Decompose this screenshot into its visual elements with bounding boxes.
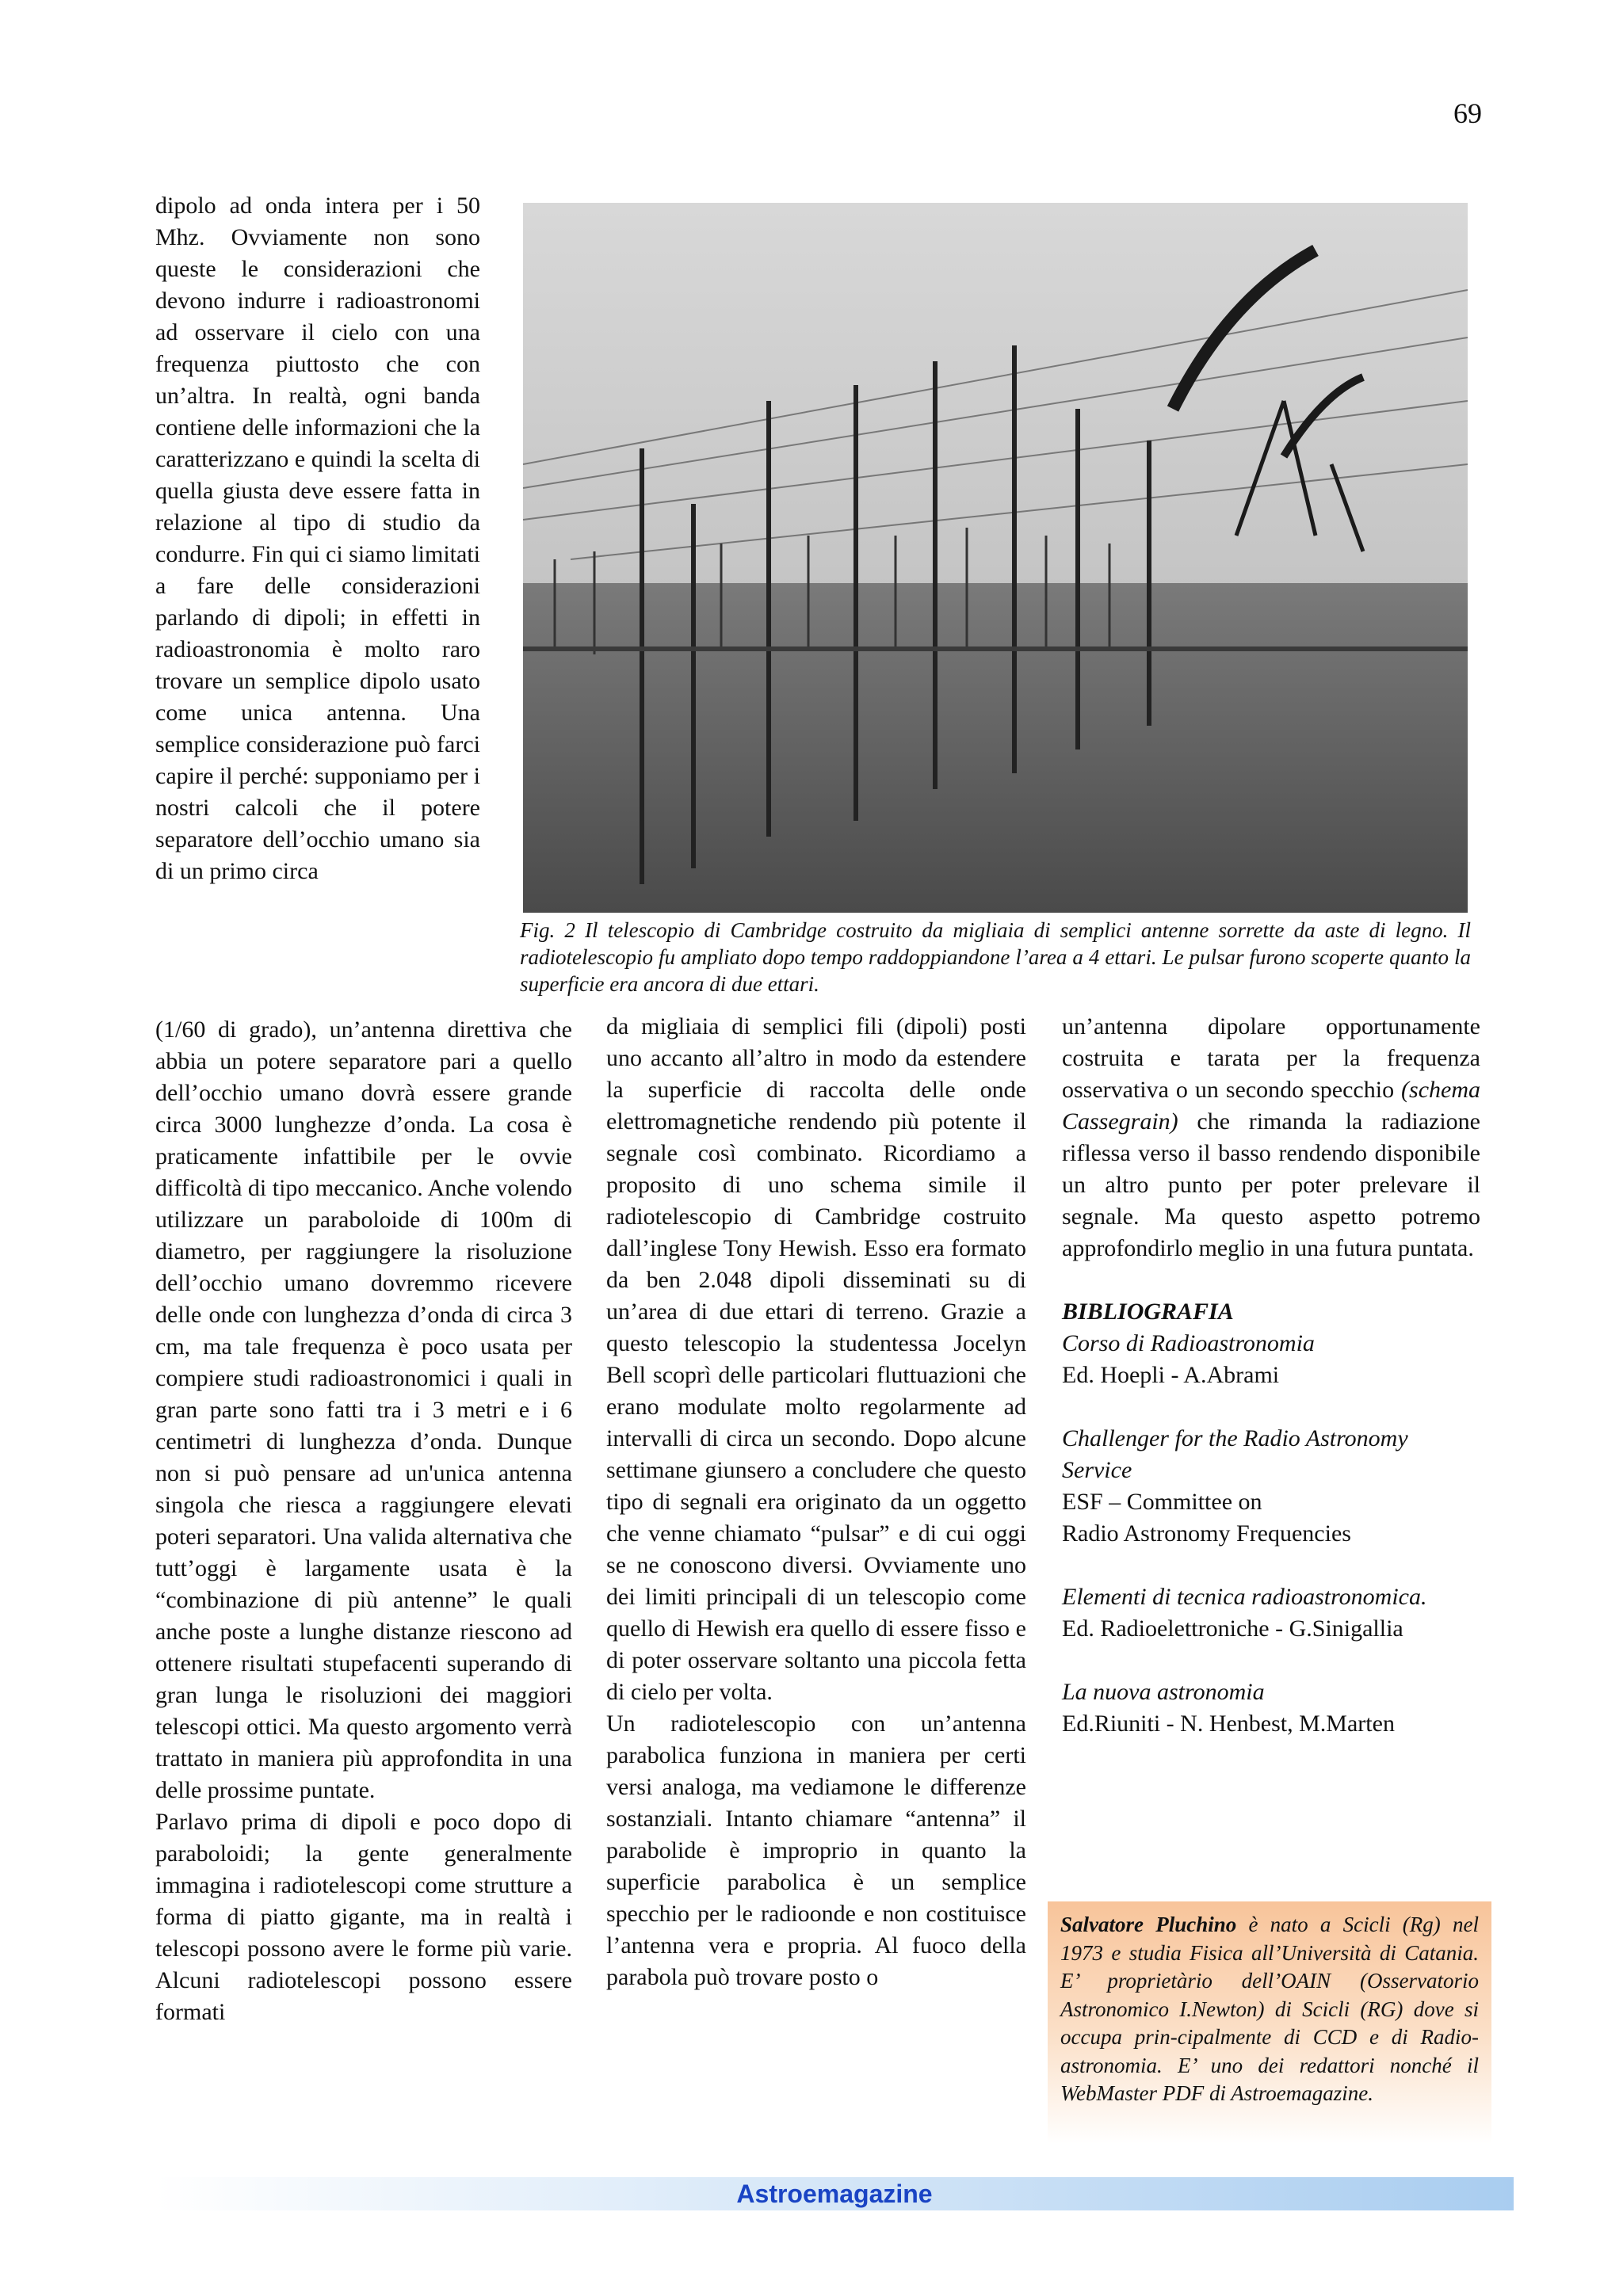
figure-photo-cambridge-radiotelescope [523, 203, 1468, 913]
bibliography-detail: Radio Astronomy Frequencies [1062, 1520, 1351, 1547]
author-bio [1060, 1911, 1479, 2108]
page-number: 69 [1453, 97, 1482, 129]
bibliography-entry [1062, 1328, 1480, 1391]
text-column-right [1062, 1011, 1480, 1772]
bibliography-title: Elementi di tecnica radioastronomica. [1062, 1584, 1427, 1610]
bibliography-entry [1062, 1676, 1480, 1740]
text-column-left-top [155, 190, 480, 887]
bibliography-title: Corso di Radioastronomia [1062, 1330, 1315, 1356]
author-bio-text: è nato a Scicli (Rg) nel 1973 e studia Fisica all’Università di Catania. E’ proprietàrio dell’OAIN (Osservatorio Astronomico I.Newton) di Scicli (RG) dove si occupa prin-cipalmente di CCD e di Radio-astronomia. E’ uno dei redattori nonché il WebMaster PDF di Astroemagazine. [1060, 1913, 1479, 2105]
footer-bar [155, 2177, 1514, 2210]
bibliography-detail: ESF – Committee on [1062, 1489, 1262, 1515]
footer-magazine-title: Astroemagazine [736, 2180, 933, 2208]
figure-caption: Fig. 2 Il telescopio di Cambridge costruito da migliaia di semplici antenne sorrette da aste di legno. Il radiotelescopio fu ampliato dopo tempo raddoppiandone l’area a 4 ettari. Le pulsar furono scoperte quanto la superficie era ancora di due ettari. [520, 918, 1471, 996]
paragraph: Un radiotelescopio con un’antenna parabolica funziona in maniera per certi versi analoga, ma vediamone le differenze sostanziali. Intanto chiamare “antenna” il parabolide è improprio in quanto la superficie parabolica è un semplice specchio per le radioonde e non costituisce l’antenna vera e propria. Al fuoco della parabola può trovare posto o [606, 1711, 1026, 1990]
bibliography-entry [1062, 1581, 1480, 1645]
bibliography-title: La nuova astronomia [1062, 1679, 1265, 1705]
text-run: un’antenna dipolare opportunamente costruita e tarata per la frequenza osservativa o un secondo specchio [1062, 1013, 1480, 1103]
bibliography [1062, 1296, 1480, 1740]
paragraph [1062, 1011, 1480, 1264]
text-column-left-bottom [155, 1014, 572, 2028]
bibliography-detail: Ed. Radioelettroniche - G.Sinigallia [1062, 1615, 1403, 1642]
paragraph: Parlavo prima di dipoli e poco dopo di paraboloidi; la gente generalmente immagina i radiotelescopi come strutture a forma di piatto gigante, ma in realtà i telescopi possono avere le forme più varie. Alcuni radiotelescopi possono essere formati [155, 1809, 572, 2025]
paragraph: da migliaia di semplici fili (dipoli) posti uno accanto all’altro in modo da estendere la superficie di raccolta delle onde elettromagnetiche rendendo più potente il segnale così combinato. Ricordiamo a proposito di uno schema simile il radiotelescopio di Cambridge costruito dall’inglese Tony Hewish. Esso era formato da ben 2.048 dipoli disseminati su di un’area di due ettari di terreno. Grazie a questo telescopio la studentessa Jocelyn Bell scoprì delle particolari fluttuazioni che erano modulate molto regolarmente ad intervalli di circa un secondo. Dopo alcune settimane giunsero a concludere che questo tipo di segnali era originato da un oggetto che venne chiamato “pulsar” e di cui oggi se ne conoscono diversi. Ovviamente uno dei limiti principali di un telescopio come quello di Hewish era quello di essere fisso e di poter osservare soltanto una piccola fetta di cielo per volta. [606, 1013, 1026, 1705]
text-run-italic: (schema Cassegrain) [1062, 1077, 1480, 1135]
photo-illustration [523, 203, 1468, 913]
paragraph: dipolo ad onda intera per i 50 Mhz. Ovviamente non sono queste le considerazioni che devono indurre i radioastronomi ad osservare il cielo con una frequenza piuttosto che con un’altra. In realtà, ogni banda contiene delle informazioni che la caratterizzano e quindi la scelta di quella giusta deve essere fatta in relazione al tipo di studio da condurre. Fin qui ci siamo limitati a fare delle considerazioni parlando di dipoli; in effetti in radioastronomia è molto raro trovare un semplice dipolo usato come unica antenna. Una semplice considerazione può farci capire il perché: supponiamo per i nostri calcoli che il potere separatore dell’occhio umano sia di un primo circa [155, 193, 480, 884]
text-column-middle [606, 1011, 1026, 1993]
bibliography-detail: Ed. Hoepli - A.Abrami [1062, 1362, 1280, 1388]
text-run: che rimanda la radiazione riflessa verso il basso rendendo disponibile un altro punto per poter prelevare il segnale. Ma questo aspetto potremo approfondirlo meglio in una futura puntata. [1062, 1108, 1480, 1261]
bibliography-detail: Ed.Riuniti - N. Henbest, M.Marten [1062, 1711, 1395, 1737]
bibliography-entry [1062, 1423, 1480, 1550]
author-bio-box [1048, 1901, 1491, 2144]
bibliography-title: Challenger for the Radio Astronomy Service [1062, 1425, 1408, 1483]
bibliography-heading: BIBLIOGRAFIA [1062, 1299, 1234, 1325]
author-name: Salvatore Pluchino [1060, 1913, 1237, 1936]
paragraph: (1/60 di grado), un’antenna direttiva che abbia un potere separatore pari a quello dell’occhio umano dovrà essere grande circa 3000 lunghezze d’onda. La cosa è praticamente infattibile per le ovvie difficoltà di tipo meccanico. Anche volendo utilizzare un paraboloide di 100m di diametro, per raggiungere la risoluzione dell’occhio umano dovremmo ricevere delle onde con lunghezza d’onda di circa 3 cm, ma tale frequenza è poco usata per compiere studi radioastronomici i quali in gran parte sono fatti tra i 3 metri e i 6 centimetri di lunghezza d’onda. Dunque non si può pensare ad un'unica antenna singola che riesca a raggiungere elevati poteri separatori. Una valida alternativa che tutt’oggi è largamente usata è la “combinazione di più antenne” le quali anche poste a lunghe distanze riescono ad ottenere risultati stupefacenti superando di gran lunga le risoluzioni dei maggiori telescopi ottici. Ma questo argomento verrà trattato in maniera più approfondita in una delle prossime puntate. [155, 1016, 572, 1803]
